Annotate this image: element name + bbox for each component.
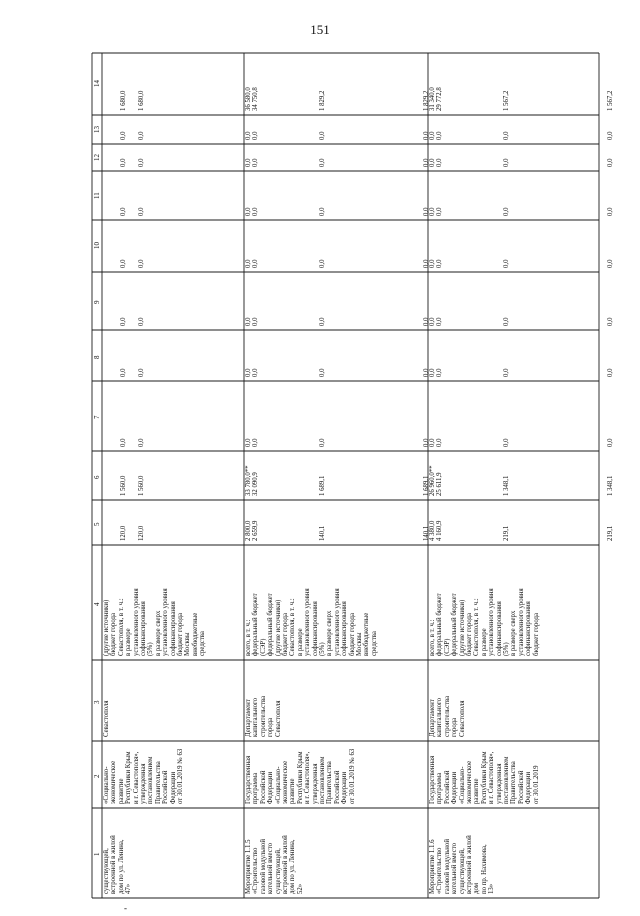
col2-line: Федерации bbox=[451, 771, 459, 804]
value-cell: 0,0 bbox=[319, 207, 326, 216]
value-cell: 0,0 bbox=[436, 158, 444, 167]
col3-line: строительства bbox=[259, 695, 267, 737]
value-cell: 0,0 bbox=[436, 131, 444, 140]
value-cell: 1 689,1 bbox=[319, 475, 326, 496]
col2-line: Федерации bbox=[169, 771, 177, 804]
col2-line: Российской bbox=[333, 770, 341, 804]
col1-line: дом bbox=[473, 882, 481, 894]
value-cell: 2 659,9 bbox=[252, 520, 260, 541]
value-cell: 1 348,1 bbox=[606, 475, 614, 496]
value-cell: 29 772,8 bbox=[436, 87, 444, 111]
column-header: 3 bbox=[93, 700, 101, 704]
col4-line: средства bbox=[199, 631, 207, 656]
value-cell: 0,0 bbox=[252, 259, 260, 268]
col4-line: федеральный бюджет bbox=[451, 593, 459, 656]
col4-line: Севастополя, в т. ч.: bbox=[473, 598, 481, 656]
value-cell: 2 800,0 bbox=[245, 520, 252, 541]
col2-line: от 30.01.2019 № 63 bbox=[348, 748, 356, 804]
col1-line: «Строительство bbox=[252, 847, 260, 894]
col2-line: Республики Крым bbox=[296, 751, 304, 804]
col2-line: Российской bbox=[443, 770, 451, 804]
col3-line: Департамент bbox=[429, 699, 436, 737]
col2-line: Федерации bbox=[267, 771, 275, 804]
col2-line: Федерации bbox=[525, 771, 533, 804]
value-cell: 120,0 bbox=[120, 525, 128, 541]
col4-line: установленного уровня bbox=[333, 588, 341, 656]
col4-line: (другие источники) bbox=[274, 599, 282, 656]
col4-line: (5%) bbox=[147, 642, 155, 656]
col1-line: Мероприятие 1.1.5 bbox=[245, 839, 252, 894]
col4-line: софинансирования bbox=[341, 601, 349, 656]
col3-line: Севастополя bbox=[274, 700, 282, 737]
value-cell: 0,0 bbox=[422, 131, 430, 140]
col4-line: бюджет города bbox=[282, 612, 289, 656]
col2-line: Государственная bbox=[245, 755, 252, 804]
value-cell: 4 160,9 bbox=[436, 520, 444, 541]
col4-line: всего, в т. ч.: bbox=[429, 619, 436, 656]
value-cell: 0,0 bbox=[137, 207, 145, 216]
value-cell: 0,0 bbox=[137, 368, 145, 377]
value-cell: 0,0 bbox=[436, 317, 444, 326]
value-cell: 0,0 bbox=[429, 317, 436, 326]
value-cell: 0,0 bbox=[436, 368, 444, 377]
value-cell: 1 680,0 bbox=[137, 90, 145, 111]
col2-line: Российской bbox=[259, 770, 267, 804]
value-cell: 0,0 bbox=[606, 368, 614, 377]
col4-line: в размере сверх bbox=[326, 610, 334, 656]
col4-line: (другие источники) bbox=[458, 599, 466, 656]
col4-line: в размере bbox=[125, 628, 133, 656]
col1-line: существующей, bbox=[274, 848, 282, 894]
col2-line: и г. Севастополя», bbox=[304, 751, 312, 804]
column-header: 6 bbox=[93, 475, 101, 479]
value-cell: 0,0 bbox=[606, 259, 614, 268]
value-cell: 34 750,8 bbox=[252, 87, 260, 111]
col2-line: развитие bbox=[289, 778, 297, 804]
col2-line: Республики Крым bbox=[125, 751, 133, 804]
value-cell: 0,0 bbox=[422, 368, 430, 377]
col2-line: Федерации bbox=[341, 771, 349, 804]
col2-line: Правительства bbox=[510, 761, 518, 804]
value-cell: 1 348,1 bbox=[503, 475, 510, 496]
col1-line: дом по ул. Ленина, bbox=[117, 839, 125, 894]
column-header: 12 bbox=[93, 153, 101, 161]
col1-line: газовой модульной bbox=[259, 839, 267, 894]
column-header: 14 bbox=[93, 80, 101, 87]
value-cell: 0,0 bbox=[120, 259, 128, 268]
value-cell: 4 380,0 bbox=[429, 520, 436, 541]
value-cell: 0,0 bbox=[429, 207, 436, 216]
value-cell: 0,0 bbox=[245, 317, 252, 326]
value-cell: 0,0 bbox=[422, 438, 430, 447]
col1-line: дом по ул. Ленина, bbox=[289, 839, 297, 894]
col4-line: Севастополя, в т. ч.: bbox=[289, 598, 297, 656]
col4-line: в размере сверх bbox=[510, 610, 518, 656]
value-cell: 0,0 bbox=[137, 131, 145, 140]
value-cell: 0,0 bbox=[137, 438, 145, 447]
col2-line: постановлением bbox=[503, 756, 510, 804]
value-cell: 0,0 bbox=[120, 317, 128, 326]
col4-line: в размере bbox=[296, 628, 304, 656]
value-cell: 0,0 bbox=[137, 259, 145, 268]
col2-line: «Социально- bbox=[103, 766, 110, 804]
col2-line: Правительства bbox=[154, 761, 162, 804]
col2-line: Республики Крым bbox=[480, 751, 488, 804]
value-cell: 32 090,9 bbox=[252, 472, 260, 496]
value-cell: 140,1 bbox=[422, 525, 430, 541]
col2-line: утвержденная bbox=[311, 763, 319, 804]
col4-line: федеральный бюджет bbox=[267, 593, 275, 656]
col4-line: (другие источники) bbox=[103, 599, 110, 656]
column-header: 8 bbox=[93, 355, 101, 359]
value-cell: 0,0 bbox=[245, 207, 252, 216]
col1-line: 47» bbox=[125, 883, 133, 894]
value-cell: 0,0 bbox=[429, 158, 436, 167]
value-cell: 0,0 bbox=[120, 158, 128, 167]
col4-line: Москвы bbox=[184, 632, 192, 656]
col3-line: Департамент bbox=[245, 699, 252, 737]
value-cell: 31 340,0 bbox=[429, 87, 436, 111]
col1-line: по пр. Нахимова, bbox=[480, 844, 488, 894]
col4-line: внебюджетные bbox=[363, 612, 371, 656]
value-cell: 0,0 bbox=[245, 368, 252, 377]
value-cell: 25 611,9 bbox=[436, 472, 444, 496]
value-cell: 0,0 bbox=[319, 259, 326, 268]
value-cell: 0,0 bbox=[252, 438, 260, 447]
col2-line: «Социально- bbox=[274, 766, 282, 804]
col2-line: постановлением bbox=[147, 756, 155, 804]
col2-line: программа bbox=[252, 772, 260, 804]
column-header: 2 bbox=[93, 774, 101, 778]
stray-mark: - bbox=[124, 903, 127, 913]
value-cell: 0,0 bbox=[319, 438, 326, 447]
col2-line: утвержденная bbox=[495, 763, 503, 804]
column-header: 13 bbox=[93, 125, 101, 133]
value-cell: 0,0 bbox=[319, 368, 326, 377]
value-cell: 120,0 bbox=[137, 525, 145, 541]
col1-line: газовой модульной bbox=[443, 839, 451, 894]
value-cell: 0,0 bbox=[422, 317, 430, 326]
col4-line: софинансирования bbox=[495, 601, 503, 656]
col1-line: существующей, bbox=[103, 848, 110, 894]
col4-line: (5%) bbox=[503, 642, 510, 656]
value-cell: 0,0 bbox=[422, 207, 430, 216]
col4-line: установленного уровня bbox=[488, 588, 496, 656]
col2-line: от 30.01.2019 bbox=[532, 765, 540, 804]
col4-line: внебюджетные bbox=[191, 612, 199, 656]
value-cell: 26 960,0** bbox=[429, 465, 436, 496]
col2-line: экономическое bbox=[282, 760, 289, 804]
col2-line: от 30.01.2019 № 63 bbox=[177, 748, 184, 804]
value-cell: 0,0 bbox=[120, 438, 128, 447]
value-cell: 1 560,0 bbox=[120, 475, 128, 496]
value-cell: 0,0 bbox=[252, 158, 260, 167]
col1-line: котельной вместо bbox=[267, 843, 275, 894]
col2-line: и г. Севастополя», bbox=[488, 751, 496, 804]
col4-line: софинансирования bbox=[311, 601, 319, 656]
col4-line: федеральный бюджет bbox=[252, 593, 260, 656]
col1-line: встроенной в жилой bbox=[110, 835, 118, 894]
col1-line: существующей, bbox=[458, 848, 466, 894]
column-header: 7 bbox=[93, 415, 101, 419]
column-header: 4 bbox=[93, 602, 101, 606]
value-cell: 0,0 bbox=[503, 368, 510, 377]
value-cell: 0,0 bbox=[606, 158, 614, 167]
column-header: 9 bbox=[93, 300, 101, 304]
col2-line: Правительства bbox=[326, 761, 334, 804]
col4-line: Севастополя, в т. ч.: bbox=[117, 598, 125, 656]
value-cell: 0,0 bbox=[606, 207, 614, 216]
value-cell: 0,0 bbox=[606, 317, 614, 326]
value-cell: 0,0 bbox=[252, 131, 260, 140]
value-cell: 0,0 bbox=[422, 158, 430, 167]
value-cell: 1 560,0 bbox=[137, 475, 145, 496]
value-cell: 1 567,2 bbox=[503, 90, 510, 111]
value-cell: 0,0 bbox=[606, 438, 614, 447]
col3-line: Севастополя bbox=[103, 700, 110, 737]
col4-line: бюджет города bbox=[348, 612, 356, 656]
value-cell: 1 567,2 bbox=[606, 90, 614, 111]
col2-line: развитие bbox=[117, 778, 125, 804]
col4-line: бюджет города bbox=[110, 612, 118, 656]
value-cell: 0,0 bbox=[436, 259, 444, 268]
value-cell: 0,0 bbox=[245, 158, 252, 167]
value-cell: 0,0 bbox=[120, 207, 128, 216]
col3-line: капитального bbox=[252, 697, 260, 737]
col2-line: экономическое bbox=[110, 760, 118, 804]
col4-line: (СЭР) bbox=[443, 638, 451, 656]
col1-line: встроенной в жилой bbox=[466, 835, 473, 894]
col4-line: установленного уровня bbox=[517, 588, 525, 656]
column-header: 11 bbox=[93, 191, 101, 199]
col2-line: утвержденная bbox=[140, 763, 147, 804]
value-cell: 219,1 bbox=[606, 525, 614, 541]
value-cell: 140,1 bbox=[319, 525, 326, 541]
value-cell: 0,0 bbox=[319, 131, 326, 140]
col4-line: средства bbox=[370, 631, 378, 656]
value-cell: 0,0 bbox=[503, 207, 510, 216]
value-cell: 0,0 bbox=[503, 158, 510, 167]
col4-line: установленного уровня bbox=[132, 588, 140, 656]
value-cell: 0,0 bbox=[120, 131, 128, 140]
col4-line: бюджет города bbox=[532, 612, 540, 656]
col1-line: 52» bbox=[296, 883, 304, 894]
column-header: 1 bbox=[93, 852, 101, 856]
value-cell: 0,0 bbox=[252, 368, 260, 377]
col2-line: «Социально- bbox=[458, 766, 466, 804]
col4-line: всего, в т. ч.: bbox=[245, 619, 252, 656]
value-cell: 0,0 bbox=[252, 317, 260, 326]
col3-line: капитального bbox=[436, 697, 444, 737]
value-cell: 1 680,0 bbox=[120, 90, 128, 111]
col4-line: в размере bbox=[480, 628, 488, 656]
value-cell: 0,0 bbox=[429, 259, 436, 268]
col2-line: развитие bbox=[473, 778, 481, 804]
col4-line: (5%) bbox=[319, 642, 326, 656]
col3-line: города bbox=[451, 717, 459, 737]
col4-line: федеральный бюджет bbox=[436, 593, 444, 656]
col4-line: софинансирования bbox=[525, 601, 533, 656]
col1-line: встроенной в жилой bbox=[282, 835, 289, 894]
value-cell: 0,0 bbox=[137, 158, 145, 167]
col4-line: софинансирования bbox=[169, 601, 177, 656]
value-cell: 0,0 bbox=[503, 317, 510, 326]
value-cell: 0,0 bbox=[245, 259, 252, 268]
col1-line: котельной вместо bbox=[451, 843, 459, 894]
value-cell: 0,0 bbox=[503, 131, 510, 140]
value-cell: 0,0 bbox=[429, 131, 436, 140]
value-cell: 0,0 bbox=[245, 131, 252, 140]
col4-line: установленного уровня bbox=[304, 588, 312, 656]
col2-line: постановлением bbox=[319, 756, 326, 804]
value-cell: 0,0 bbox=[503, 259, 510, 268]
column-header: 5 bbox=[93, 522, 101, 526]
value-cell: 1 829,2 bbox=[422, 90, 430, 111]
col4-line: установленного уровня bbox=[162, 588, 170, 656]
column-header: 10 bbox=[93, 242, 101, 249]
value-cell: 0,0 bbox=[120, 368, 128, 377]
col2-line: Российской bbox=[517, 770, 525, 804]
col3-line: строительства bbox=[443, 695, 451, 737]
value-cell: 1 829,2 bbox=[319, 90, 326, 111]
value-cell: 0,0 bbox=[319, 317, 326, 326]
col4-line: бюджет города bbox=[177, 612, 184, 656]
col3-line: города bbox=[267, 717, 275, 737]
value-cell: 0,0 bbox=[429, 438, 436, 447]
col4-line: Москвы bbox=[356, 632, 363, 656]
value-cell: 0,0 bbox=[429, 368, 436, 377]
col4-line: бюджет города bbox=[466, 612, 473, 656]
col1-line: 13» bbox=[488, 883, 496, 894]
value-cell: 0,0 bbox=[422, 259, 430, 268]
col4-line: в размере сверх bbox=[154, 610, 162, 656]
value-cell: 0,0 bbox=[503, 438, 510, 447]
value-cell: 0,0 bbox=[319, 158, 326, 167]
value-cell: 0,0 bbox=[436, 438, 444, 447]
col2-line: Государственная bbox=[429, 755, 436, 804]
col2-line: Российской bbox=[162, 770, 170, 804]
value-cell: 219,1 bbox=[503, 525, 510, 541]
col4-line: софинансирования bbox=[140, 601, 147, 656]
col1-line: «Строительство bbox=[436, 847, 444, 894]
col1-line: Мероприятие 1.1.6 bbox=[429, 839, 436, 894]
col2-line: и г. Севастополя», bbox=[132, 751, 140, 804]
col2-line: программа bbox=[436, 772, 444, 804]
value-cell: 0,0 bbox=[245, 438, 252, 447]
col3-line: Севастополя bbox=[458, 700, 466, 737]
col4-line: (СЭР) bbox=[259, 638, 267, 656]
value-cell: 0,0 bbox=[137, 317, 145, 326]
value-cell: 0,0 bbox=[252, 207, 260, 216]
col2-line: экономическое bbox=[466, 760, 473, 804]
value-cell: 36 580,0 bbox=[245, 87, 252, 111]
value-cell: 1 689,1 bbox=[422, 475, 430, 496]
page-number: 151 bbox=[310, 22, 330, 37]
value-cell: 0,0 bbox=[606, 131, 614, 140]
value-cell: 0,0 bbox=[436, 207, 444, 216]
value-cell: 33 780,0** bbox=[245, 465, 252, 496]
